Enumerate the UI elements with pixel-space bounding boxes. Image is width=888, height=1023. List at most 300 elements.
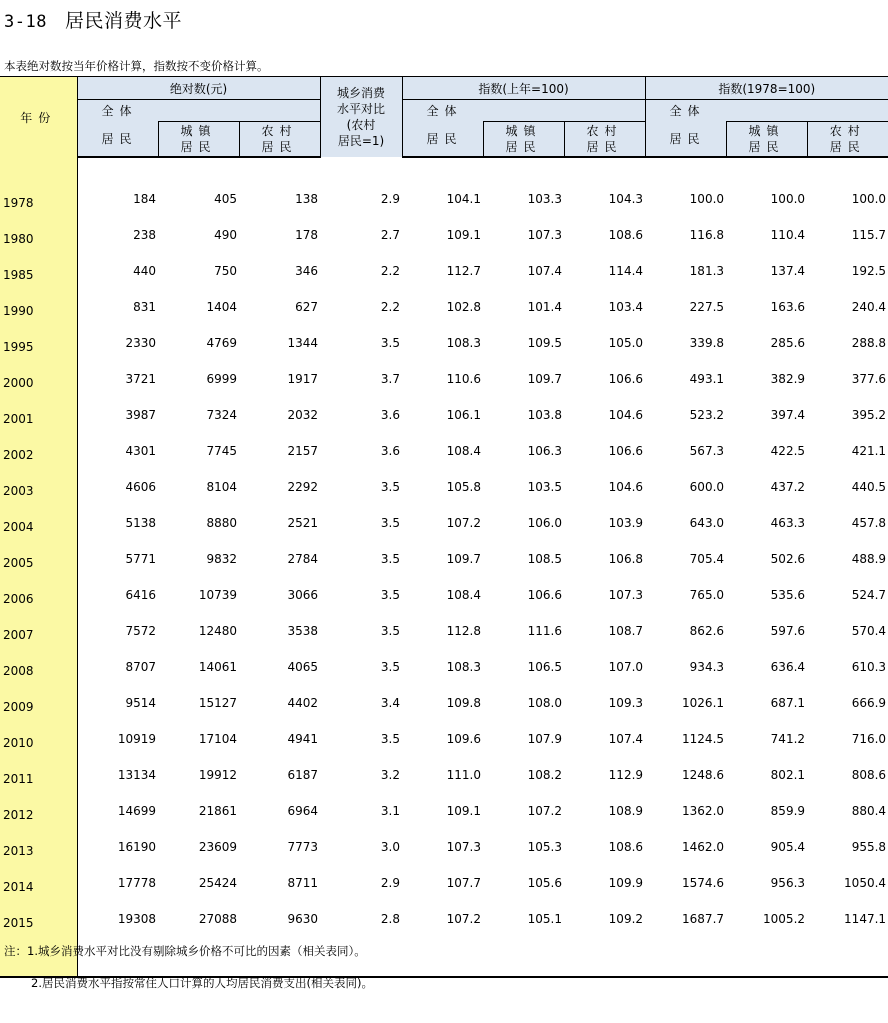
cell-abs-urban: 14061 bbox=[198, 660, 237, 674]
cell-abs-rural: 8711 bbox=[287, 876, 319, 890]
cell-idxp-rural: 105.0 bbox=[608, 336, 644, 350]
tail-cell bbox=[402, 930, 483, 977]
cell-abs-all: 238 bbox=[133, 228, 156, 242]
table-row bbox=[0, 498, 888, 534]
cell-abs-rural: 627 bbox=[295, 300, 319, 314]
cell-idx78-rural: 440.5 bbox=[851, 480, 887, 494]
cell-abs-rural: 2521 bbox=[287, 516, 319, 530]
cell-ratio: 3.5 bbox=[380, 732, 401, 746]
cell-idxp-urban: 105.6 bbox=[527, 876, 563, 890]
cell-idx78-urban: 502.6 bbox=[770, 552, 806, 566]
cell-abs-urban: 490 bbox=[214, 228, 237, 242]
cell-ratio: 2.9 bbox=[380, 876, 401, 890]
cell-abs-urban: 750 bbox=[214, 264, 237, 278]
cell-idxp-all: 109.1 bbox=[446, 804, 482, 818]
table-header bbox=[0, 77, 888, 158]
cell-idx78-all: 181.3 bbox=[689, 264, 725, 278]
table-row bbox=[0, 318, 888, 354]
cell-idxp-all: 104.1 bbox=[446, 192, 482, 206]
cell-idx78-urban: 382.9 bbox=[770, 372, 806, 386]
table-body bbox=[0, 157, 888, 977]
cell-idx78-urban: 110.4 bbox=[770, 228, 806, 242]
cell-idx78-urban: 463.3 bbox=[770, 516, 806, 530]
cell-abs-rural: 2784 bbox=[287, 552, 319, 566]
header-abs-all: 全体 bbox=[77, 100, 320, 122]
cell-idx78-all: 567.3 bbox=[689, 444, 725, 458]
cell-idx78-all: 116.8 bbox=[689, 228, 725, 242]
cell-idx78-urban: 285.6 bbox=[770, 336, 806, 350]
cell-idx78-rural: 666.9 bbox=[851, 696, 887, 710]
rural-line2: 居民 bbox=[261, 140, 298, 154]
cell-idx78-urban: 636.4 bbox=[770, 660, 806, 674]
header-idx78-rural bbox=[807, 122, 888, 158]
year-cell: 2004 bbox=[0, 498, 77, 534]
table-row bbox=[0, 750, 888, 786]
cell-idx78-all: 523.2 bbox=[689, 408, 725, 422]
cell-abs-all: 184 bbox=[133, 192, 156, 206]
cell-idx78-all: 1687.7 bbox=[682, 912, 725, 926]
cell-ratio: 3.1 bbox=[380, 804, 401, 818]
cell-idx78-all: 643.0 bbox=[689, 516, 725, 530]
year-cell: 2000 bbox=[0, 354, 77, 390]
rural-line1: 农村 bbox=[829, 124, 866, 138]
cell-idx78-all: 862.6 bbox=[689, 624, 725, 638]
cell-abs-urban: 25424 bbox=[198, 876, 237, 890]
header-ratio-line2: 水平对比 bbox=[337, 102, 386, 116]
cell-idxp-urban: 103.3 bbox=[527, 192, 563, 206]
cell-idxp-rural: 106.8 bbox=[608, 552, 644, 566]
cell-abs-all: 5138 bbox=[125, 516, 156, 530]
tail-cell bbox=[483, 930, 564, 977]
header-idxp-all: 全体 bbox=[402, 100, 645, 122]
cell-idx78-urban: 1005.2 bbox=[763, 912, 806, 926]
cell-idx78-urban: 802.1 bbox=[770, 768, 806, 782]
cell-idxp-urban: 106.0 bbox=[527, 516, 563, 530]
cell-idx78-rural: 955.8 bbox=[851, 840, 887, 854]
cell-abs-urban: 7745 bbox=[206, 444, 237, 458]
cell-idxp-all: 112.8 bbox=[446, 624, 482, 638]
cell-idxp-urban: 105.3 bbox=[527, 840, 563, 854]
year-cell: 2002 bbox=[0, 426, 77, 462]
cell-idx78-rural: 395.2 bbox=[851, 408, 887, 422]
page-title bbox=[4, 6, 182, 33]
urban-line1: 城镇 bbox=[180, 124, 217, 138]
cell-idx78-all: 493.1 bbox=[689, 372, 725, 386]
cell-idxp-urban: 108.5 bbox=[527, 552, 563, 566]
cell-abs-urban: 27088 bbox=[198, 912, 237, 926]
year-cell: 2013 bbox=[0, 822, 77, 858]
cell-abs-urban: 8880 bbox=[206, 516, 237, 530]
cell-abs-rural: 2032 bbox=[287, 408, 319, 422]
cell-ratio: 3.6 bbox=[380, 408, 401, 422]
table-row bbox=[0, 354, 888, 390]
year-cell: 2001 bbox=[0, 390, 77, 426]
cell-abs-urban: 9832 bbox=[206, 552, 237, 566]
cell-idx78-all: 227.5 bbox=[689, 300, 725, 314]
cell-abs-rural: 2292 bbox=[287, 480, 319, 494]
header-abs-urban bbox=[158, 122, 239, 158]
urban-line2: 居民 bbox=[748, 140, 785, 154]
table-row bbox=[0, 714, 888, 750]
cell-idxp-all: 109.8 bbox=[446, 696, 482, 710]
year-cell: 1985 bbox=[0, 246, 77, 282]
table-row bbox=[0, 858, 888, 894]
cell-idxp-rural: 107.4 bbox=[608, 732, 644, 746]
cell-abs-rural: 138 bbox=[295, 192, 319, 206]
table-number: 3-18 bbox=[4, 12, 47, 32]
cell-abs-all: 4301 bbox=[125, 444, 156, 458]
cell-idx78-urban: 437.2 bbox=[770, 480, 806, 494]
cell-idx78-all: 765.0 bbox=[689, 588, 725, 602]
cell-abs-urban: 15127 bbox=[198, 696, 237, 710]
cell-abs-all: 13134 bbox=[117, 768, 156, 782]
cell-idx78-rural: 240.4 bbox=[851, 300, 887, 314]
cell-abs-urban: 8104 bbox=[206, 480, 237, 494]
table-row bbox=[0, 174, 888, 210]
year-cell: 2007 bbox=[0, 606, 77, 642]
cell-abs-rural: 1344 bbox=[287, 336, 319, 350]
cell-idx78-urban: 137.4 bbox=[770, 264, 806, 278]
table-row bbox=[0, 534, 888, 570]
cell-idxp-rural: 108.7 bbox=[608, 624, 644, 638]
cell-idx78-rural: 115.7 bbox=[851, 228, 887, 242]
cell-abs-all: 4606 bbox=[125, 480, 156, 494]
tail-cell bbox=[645, 930, 726, 977]
cell-idx78-rural: 488.9 bbox=[851, 552, 887, 566]
rural-line2: 居民 bbox=[829, 140, 866, 154]
cell-idx78-rural: 610.3 bbox=[851, 660, 887, 674]
cell-idxp-urban: 107.9 bbox=[527, 732, 563, 746]
cell-abs-urban: 19912 bbox=[198, 768, 237, 782]
footnotes bbox=[4, 935, 373, 999]
cell-idx78-urban: 422.5 bbox=[770, 444, 806, 458]
year-cell: 1980 bbox=[0, 210, 77, 246]
cell-abs-all: 2330 bbox=[125, 336, 156, 350]
tail-cell bbox=[726, 930, 807, 977]
year-cell: 2011 bbox=[0, 750, 77, 786]
cell-idxp-all: 112.7 bbox=[446, 264, 482, 278]
cell-ratio: 2.9 bbox=[380, 192, 401, 206]
cell-idxp-urban: 106.6 bbox=[527, 588, 563, 602]
header-index-prev-year: 指数(上年=100) bbox=[402, 77, 645, 100]
cell-idxp-rural: 107.0 bbox=[608, 660, 644, 674]
cell-ratio: 3.0 bbox=[380, 840, 401, 854]
cell-abs-all: 440 bbox=[133, 264, 156, 278]
cell-abs-urban: 12480 bbox=[198, 624, 237, 638]
header-abs-resident: 居民 bbox=[77, 122, 158, 158]
cell-idx78-urban: 100.0 bbox=[770, 192, 806, 206]
cell-abs-all: 6416 bbox=[125, 588, 156, 602]
cell-idxp-urban: 101.4 bbox=[527, 300, 563, 314]
cell-idx78-urban: 956.3 bbox=[770, 876, 806, 890]
cell-abs-urban: 17104 bbox=[198, 732, 237, 746]
cell-idxp-urban: 109.5 bbox=[527, 336, 563, 350]
cell-abs-all: 7572 bbox=[125, 624, 156, 638]
cell-idx78-rural: 524.7 bbox=[851, 588, 887, 602]
cell-idxp-all: 111.0 bbox=[446, 768, 482, 782]
cell-idxp-rural: 108.6 bbox=[608, 228, 644, 242]
footnote-1: 注：1.城乡消费水平对比没有剔除城乡价格不可比的因素（相关表同）。 bbox=[4, 944, 366, 958]
cell-idxp-rural: 104.3 bbox=[608, 192, 644, 206]
header-idx78-urban bbox=[726, 122, 807, 158]
cell-idx78-urban: 163.6 bbox=[770, 300, 806, 314]
cell-idxp-rural: 114.4 bbox=[608, 264, 644, 278]
cell-idxp-rural: 107.3 bbox=[608, 588, 644, 602]
cell-ratio: 3.5 bbox=[380, 552, 401, 566]
header-index-1978: 指数(1978=100) bbox=[645, 77, 888, 100]
cell-idxp-rural: 109.9 bbox=[608, 876, 644, 890]
cell-ratio: 3.2 bbox=[380, 768, 401, 782]
cell-idx78-all: 1248.6 bbox=[682, 768, 725, 782]
cell-idxp-urban: 106.5 bbox=[527, 660, 563, 674]
cell-abs-all: 16190 bbox=[117, 840, 156, 854]
cell-idxp-urban: 107.4 bbox=[527, 264, 563, 278]
table-row bbox=[0, 282, 888, 318]
cell-abs-all: 14699 bbox=[117, 804, 156, 818]
header-year: 年份 bbox=[0, 77, 77, 158]
cell-idxp-rural: 108.9 bbox=[608, 804, 644, 818]
cell-idxp-urban: 105.1 bbox=[527, 912, 563, 926]
cell-idxp-rural: 109.2 bbox=[608, 912, 644, 926]
cell-idxp-all: 107.7 bbox=[446, 876, 482, 890]
table-subtitle: 本表绝对数按当年价格计算，指数按不变价格计算。 bbox=[4, 59, 269, 73]
cell-idx78-rural: 377.6 bbox=[851, 372, 887, 386]
header-ratio-line1: 城乡消费 bbox=[337, 86, 386, 100]
year-cell: 2009 bbox=[0, 678, 77, 714]
year-cell: 1995 bbox=[0, 318, 77, 354]
cell-abs-urban: 7324 bbox=[206, 408, 237, 422]
cell-idx78-all: 934.3 bbox=[689, 660, 725, 674]
cell-idxp-all: 109.7 bbox=[446, 552, 482, 566]
cell-idx78-all: 1362.0 bbox=[682, 804, 725, 818]
cell-idxp-rural: 106.6 bbox=[608, 444, 644, 458]
year-cell: 1978 bbox=[0, 174, 77, 210]
cell-abs-all: 5771 bbox=[125, 552, 156, 566]
cell-idx78-rural: 192.5 bbox=[851, 264, 887, 278]
cell-idxp-rural: 103.4 bbox=[608, 300, 644, 314]
cell-abs-rural: 346 bbox=[295, 264, 319, 278]
cell-abs-all: 3987 bbox=[125, 408, 156, 422]
footnote-2: 2.居民消费水平指按常住人口计算的人均居民消费支出(相关表同)。 bbox=[31, 976, 373, 990]
urban-line1: 城镇 bbox=[505, 124, 542, 138]
cell-abs-rural: 1917 bbox=[287, 372, 319, 386]
header-ratio-line3: (农村 bbox=[346, 118, 376, 132]
table-row bbox=[0, 642, 888, 678]
header-idx78-all: 全体 bbox=[645, 100, 888, 122]
cell-idx78-urban: 397.4 bbox=[770, 408, 806, 422]
cell-idx78-rural: 1147.1 bbox=[844, 912, 887, 926]
year-cell: 2008 bbox=[0, 642, 77, 678]
cell-abs-urban: 21861 bbox=[198, 804, 237, 818]
urban-line2: 居民 bbox=[505, 140, 542, 154]
cell-idxp-rural: 106.6 bbox=[608, 372, 644, 386]
header-idx78-resident: 居民 bbox=[645, 122, 726, 158]
cell-idx78-urban: 741.2 bbox=[770, 732, 806, 746]
table-row bbox=[0, 786, 888, 822]
cell-idxp-rural: 103.9 bbox=[608, 516, 644, 530]
cell-abs-rural: 2157 bbox=[287, 444, 319, 458]
header-idxp-urban bbox=[483, 122, 564, 158]
rural-line1: 农村 bbox=[586, 124, 623, 138]
cell-ratio: 3.5 bbox=[380, 660, 401, 674]
header-idxp-rural bbox=[564, 122, 645, 158]
cell-ratio: 3.5 bbox=[380, 624, 401, 638]
cell-idxp-all: 108.4 bbox=[446, 588, 482, 602]
cell-idxp-urban: 103.5 bbox=[527, 480, 563, 494]
cell-ratio: 3.5 bbox=[380, 480, 401, 494]
table-row bbox=[0, 894, 888, 930]
cell-idxp-all: 107.2 bbox=[446, 912, 482, 926]
cell-abs-rural: 9630 bbox=[287, 912, 319, 926]
cell-idx78-rural: 421.1 bbox=[851, 444, 887, 458]
cell-abs-urban: 1404 bbox=[206, 300, 237, 314]
cell-idx78-all: 1574.6 bbox=[682, 876, 725, 890]
cell-idx78-urban: 687.1 bbox=[770, 696, 806, 710]
table-row bbox=[0, 246, 888, 282]
cell-abs-all: 8707 bbox=[125, 660, 156, 674]
cell-idxp-urban: 111.6 bbox=[527, 624, 563, 638]
cell-idxp-all: 109.6 bbox=[446, 732, 482, 746]
cell-abs-all: 17778 bbox=[117, 876, 156, 890]
cell-ratio: 2.8 bbox=[380, 912, 401, 926]
cell-abs-rural: 7773 bbox=[287, 840, 319, 854]
cell-idxp-all: 108.4 bbox=[446, 444, 482, 458]
cell-ratio: 3.6 bbox=[380, 444, 401, 458]
cell-idx78-rural: 880.4 bbox=[851, 804, 887, 818]
cell-abs-all: 9514 bbox=[125, 696, 156, 710]
cell-idxp-urban: 107.2 bbox=[527, 804, 563, 818]
cell-ratio: 3.5 bbox=[380, 588, 401, 602]
urban-line1: 城镇 bbox=[748, 124, 785, 138]
cell-abs-rural: 3066 bbox=[287, 588, 319, 602]
table-row bbox=[0, 390, 888, 426]
year-cell: 2014 bbox=[0, 858, 77, 894]
cell-abs-rural: 3538 bbox=[287, 624, 319, 638]
cell-idxp-all: 108.3 bbox=[446, 660, 482, 674]
table-row bbox=[0, 606, 888, 642]
cell-idx78-urban: 859.9 bbox=[770, 804, 806, 818]
cell-idxp-all: 107.3 bbox=[446, 840, 482, 854]
cell-abs-urban: 405 bbox=[214, 192, 237, 206]
cell-abs-all: 10919 bbox=[117, 732, 156, 746]
cell-abs-urban: 10739 bbox=[198, 588, 237, 602]
cell-abs-rural: 4065 bbox=[287, 660, 319, 674]
cell-idx78-all: 1462.0 bbox=[682, 840, 725, 854]
cell-abs-rural: 4941 bbox=[287, 732, 319, 746]
header-idxp-resident: 居民 bbox=[402, 122, 483, 158]
cell-idxp-urban: 108.2 bbox=[527, 768, 563, 782]
cell-idx78-urban: 535.6 bbox=[770, 588, 806, 602]
table-row bbox=[0, 210, 888, 246]
cell-idxp-rural: 108.6 bbox=[608, 840, 644, 854]
cell-abs-rural: 6187 bbox=[287, 768, 319, 782]
cell-idxp-urban: 108.0 bbox=[527, 696, 563, 710]
cell-idx78-rural: 716.0 bbox=[851, 732, 887, 746]
tail-cell bbox=[807, 930, 888, 977]
cell-idxp-all: 102.8 bbox=[446, 300, 482, 314]
cell-abs-urban: 4769 bbox=[206, 336, 237, 350]
cell-idxp-urban: 103.8 bbox=[527, 408, 563, 422]
cell-ratio: 3.5 bbox=[380, 516, 401, 530]
table-row bbox=[0, 678, 888, 714]
cell-idxp-all: 109.1 bbox=[446, 228, 482, 242]
year-cell: 2010 bbox=[0, 714, 77, 750]
header-ratio-line4: 居民=1) bbox=[337, 134, 385, 148]
rural-line1: 农村 bbox=[261, 124, 298, 138]
cell-idxp-all: 110.6 bbox=[446, 372, 482, 386]
cell-idx78-urban: 597.6 bbox=[770, 624, 806, 638]
cell-idxp-rural: 109.3 bbox=[608, 696, 644, 710]
year-cell: 2006 bbox=[0, 570, 77, 606]
cell-idxp-all: 107.2 bbox=[446, 516, 482, 530]
cell-abs-rural: 6964 bbox=[287, 804, 319, 818]
cell-abs-all: 19308 bbox=[117, 912, 156, 926]
cell-ratio: 2.2 bbox=[380, 264, 401, 278]
cell-idxp-rural: 104.6 bbox=[608, 408, 644, 422]
urban-line2: 居民 bbox=[180, 140, 217, 154]
table-row bbox=[0, 570, 888, 606]
cell-abs-rural: 178 bbox=[295, 228, 319, 242]
year-cell: 2015 bbox=[0, 894, 77, 930]
cell-idxp-urban: 106.3 bbox=[527, 444, 563, 458]
header-abs-rural bbox=[239, 122, 320, 158]
year-cell: 1990 bbox=[0, 282, 77, 318]
year-cell: 2005 bbox=[0, 534, 77, 570]
table-row bbox=[0, 822, 888, 858]
cell-ratio: 3.4 bbox=[380, 696, 401, 710]
table-row bbox=[0, 426, 888, 462]
year-cell: 2003 bbox=[0, 462, 77, 498]
cell-idxp-urban: 109.7 bbox=[527, 372, 563, 386]
rural-line2: 居民 bbox=[586, 140, 623, 154]
cell-idxp-all: 108.3 bbox=[446, 336, 482, 350]
cell-idx78-all: 705.4 bbox=[689, 552, 725, 566]
cell-idx78-rural: 100.0 bbox=[851, 192, 887, 206]
table-row bbox=[0, 462, 888, 498]
cell-idx78-rural: 457.8 bbox=[851, 516, 887, 530]
cell-idx78-rural: 1050.4 bbox=[844, 876, 887, 890]
cell-idxp-urban: 107.3 bbox=[527, 228, 563, 242]
cell-idx78-all: 100.0 bbox=[689, 192, 725, 206]
cell-abs-urban: 6999 bbox=[206, 372, 237, 386]
cell-idx78-rural: 808.6 bbox=[851, 768, 887, 782]
table-title: 居民消费水平 bbox=[64, 10, 182, 32]
consumption-table bbox=[0, 76, 888, 978]
cell-ratio: 3.7 bbox=[380, 372, 401, 386]
cell-idxp-rural: 104.6 bbox=[608, 480, 644, 494]
cell-abs-urban: 23609 bbox=[198, 840, 237, 854]
header-ratio bbox=[320, 77, 402, 158]
tail-cell bbox=[564, 930, 645, 977]
cell-idx78-urban: 905.4 bbox=[770, 840, 806, 854]
cell-idxp-all: 105.8 bbox=[446, 480, 482, 494]
header-absolute: 绝对数(元) bbox=[77, 77, 320, 100]
cell-idx78-rural: 570.4 bbox=[851, 624, 887, 638]
cell-idxp-rural: 112.9 bbox=[608, 768, 644, 782]
cell-idx78-all: 1026.1 bbox=[682, 696, 725, 710]
cell-ratio: 3.5 bbox=[380, 336, 401, 350]
cell-ratio: 2.7 bbox=[380, 228, 401, 242]
cell-idx78-all: 1124.5 bbox=[682, 732, 725, 746]
cell-idx78-all: 339.8 bbox=[689, 336, 725, 350]
cell-ratio: 2.2 bbox=[380, 300, 401, 314]
cell-abs-all: 831 bbox=[133, 300, 156, 314]
year-cell: 2012 bbox=[0, 786, 77, 822]
cell-idx78-all: 600.0 bbox=[689, 480, 725, 494]
year-cell-spacer bbox=[0, 157, 77, 174]
cell-abs-all: 3721 bbox=[125, 372, 156, 386]
cell-idxp-all: 106.1 bbox=[446, 408, 482, 422]
